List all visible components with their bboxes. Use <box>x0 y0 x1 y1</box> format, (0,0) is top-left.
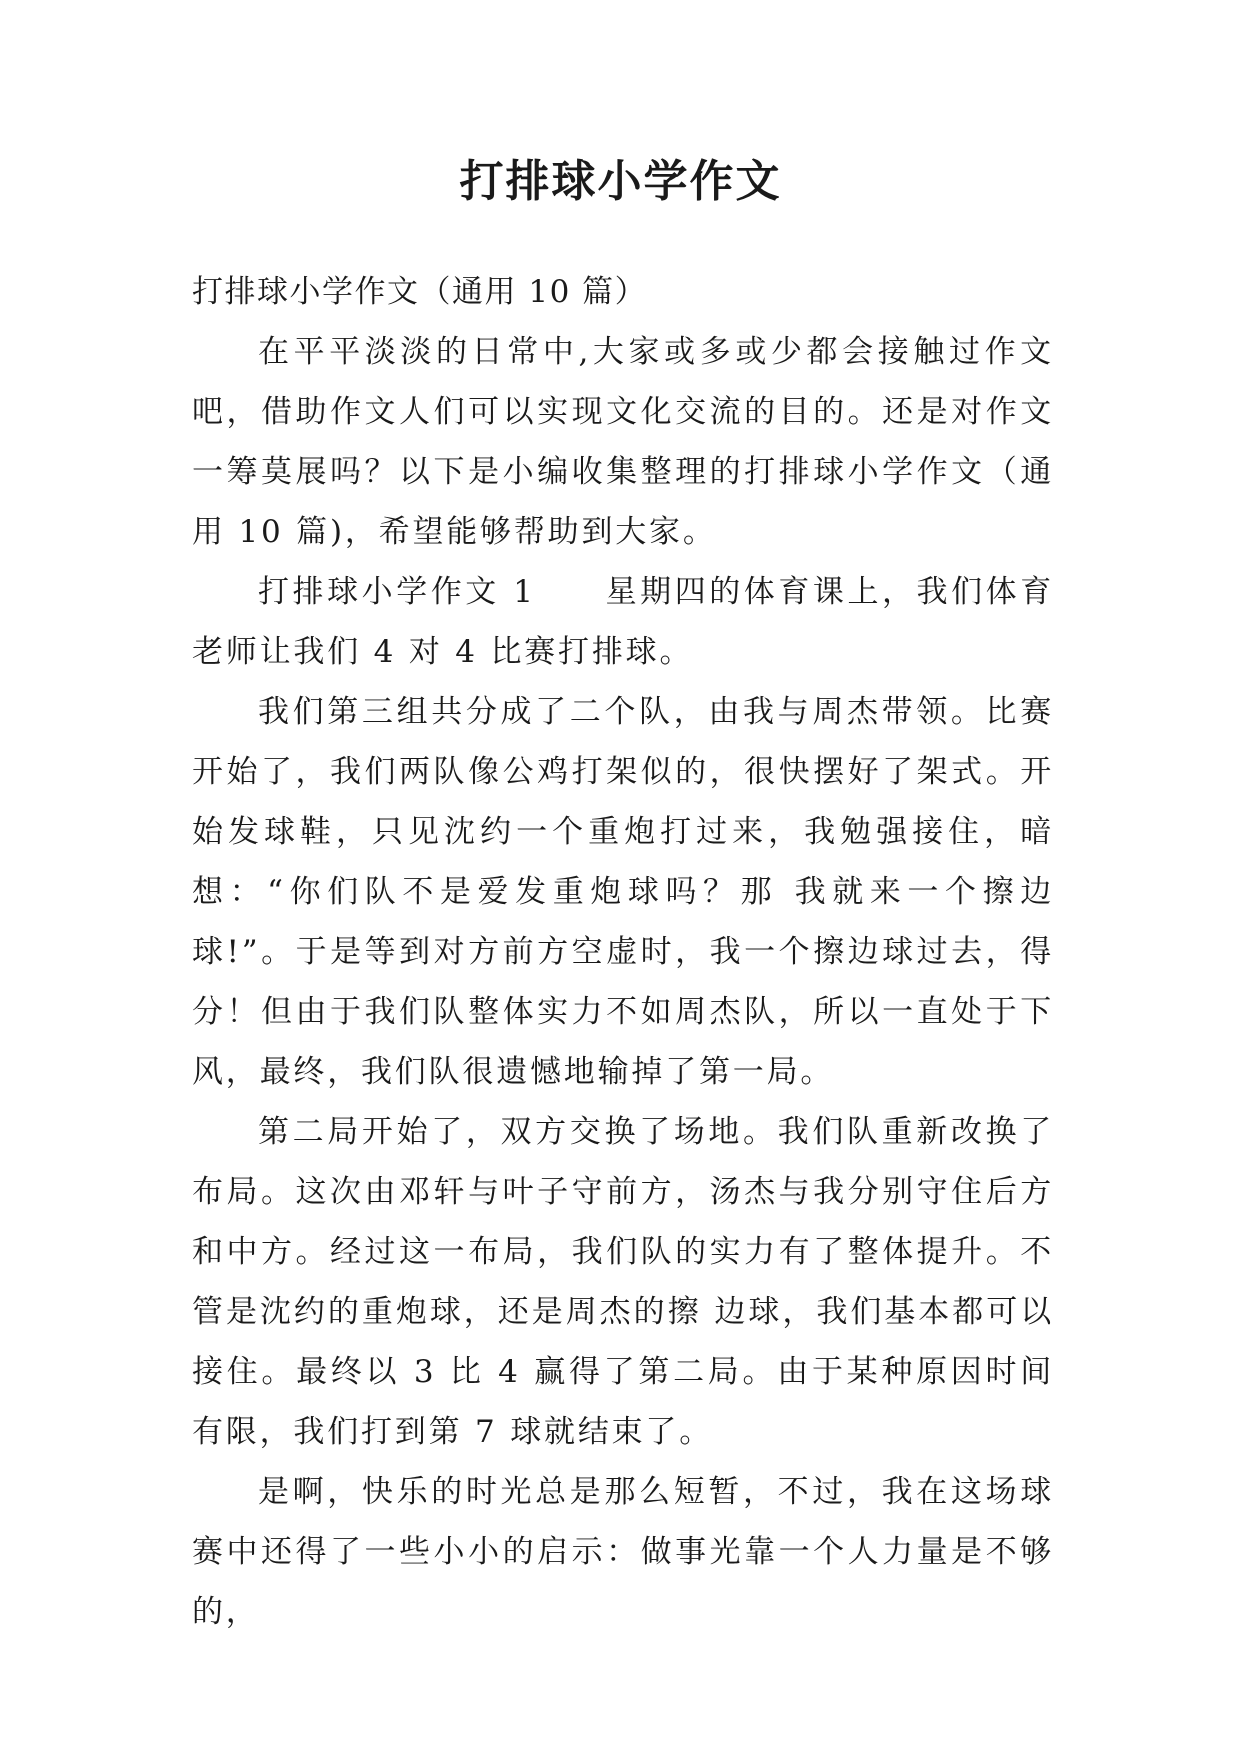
paragraph-first-game: 我们第三组共分成了二个队，由我与周杰带领。比赛开始了，我们两队像公鸡打架似的，很快摆好了架式。开始发球鞋，只见沈约一个重炮打过来，我勉强接住，暗想：“你们队不是爱发重炮球吗？那 我就来一个擦边球!”。于是等到对方前方空虚时，我一个擦边球过去，得分！但由于我们队整体实力不如周杰队，所以一直处于下风，最终，我们队很遗憾地输掉了第一局。 <box>192 694 1054 1090</box>
paragraph-essay-1-opening: 打排球小学作文 1 星期四的体育课上，我们体育老师让我们 4 对 4 比赛打排球。 <box>192 574 1054 670</box>
paragraph-reflection: 是啊，快乐的时光总是那么短暂，不过，我在这场球赛中还得了一些小小的启示：做事光靠一个人力量是不够的， <box>192 1474 1054 1630</box>
paragraph-second-game: 第二局开始了，双方交换了场地。我们队重新改换了布局。这次由邓轩与叶子守前方，汤杰与我分别守住后方和中方。经过这一布局，我们队的实力有了整体提升。不管是沈约的重炮球，还是周杰的擦 边球，我们基本都可以接住。最终以 3 比 4 赢得了第二局。由于某种原因时间有限，我们打到第 7 球就结束了。 <box>192 1114 1054 1450</box>
paragraph-intro: 在平平淡淡的日常中,大家或多或少都会接触过作文吧，借助作文人们可以实现文化交流的目的。还是对作文一筹莫展吗？以下是小编收集整理的打排球小学作文（通用 10 篇)，希望能够帮助到大家。 <box>192 334 1054 550</box>
document-subtitle: 打排球小学作文（通用 10 篇） <box>192 274 648 310</box>
document-body <box>192 262 1054 1642</box>
document-title: 打排球小学作文 <box>459 156 782 207</box>
